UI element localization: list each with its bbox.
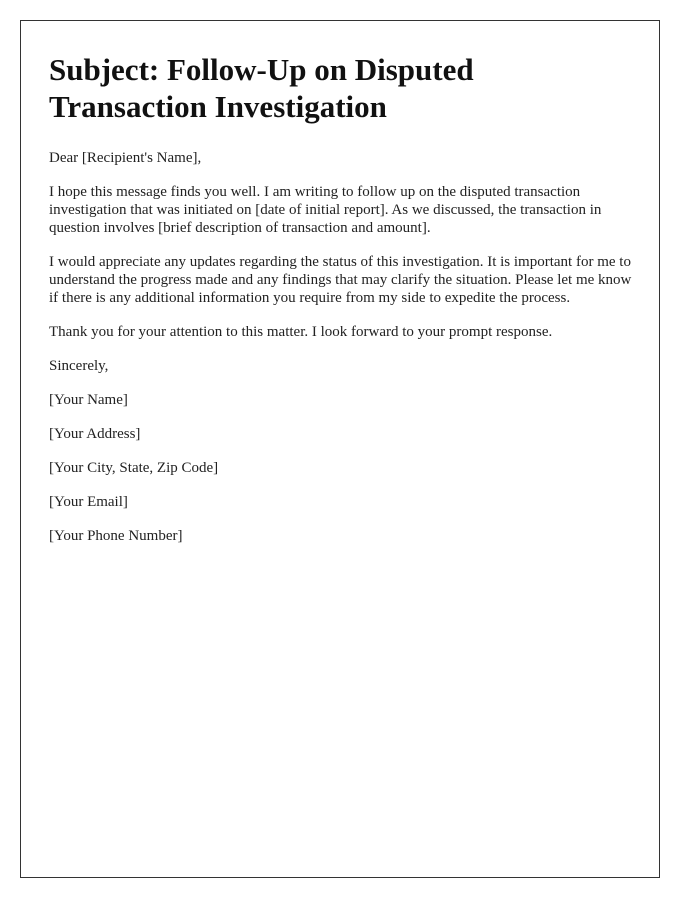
salutation: Dear [Recipient's Name], — [49, 150, 202, 166]
letter-page — [20, 20, 660, 878]
letter-subject: Subject: Follow-Up on Disputed Transaction Investigation — [49, 52, 474, 124]
closing: Sincerely, — [49, 358, 109, 374]
signature-name: [Your Name] — [49, 392, 128, 408]
letter-body — [49, 51, 635, 561]
signature-address: [Your Address] — [49, 426, 141, 442]
signature-email: [Your Email] — [49, 494, 128, 510]
body-paragraph-2: I would appreciate any updates regarding the status of this investigation. It is important for me to understand the progress made and any findings that may clarify the situation. Please let me know if there is any additional information you require from my side to expedite the process. — [49, 254, 632, 306]
body-paragraph-3: Thank you for your attention to this matter. I look forward to your prompt response. — [49, 324, 553, 340]
signature-city-state-zip: [Your City, State, Zip Code] — [49, 460, 219, 476]
body-paragraph-1: I hope this message finds you well. I am writing to follow up on the disputed transaction investigation that was initiated on [date of initial report]. As we discussed, the transaction in question involves [brief description of transaction and amount]. — [49, 184, 602, 236]
signature-phone: [Your Phone Number] — [49, 528, 183, 544]
